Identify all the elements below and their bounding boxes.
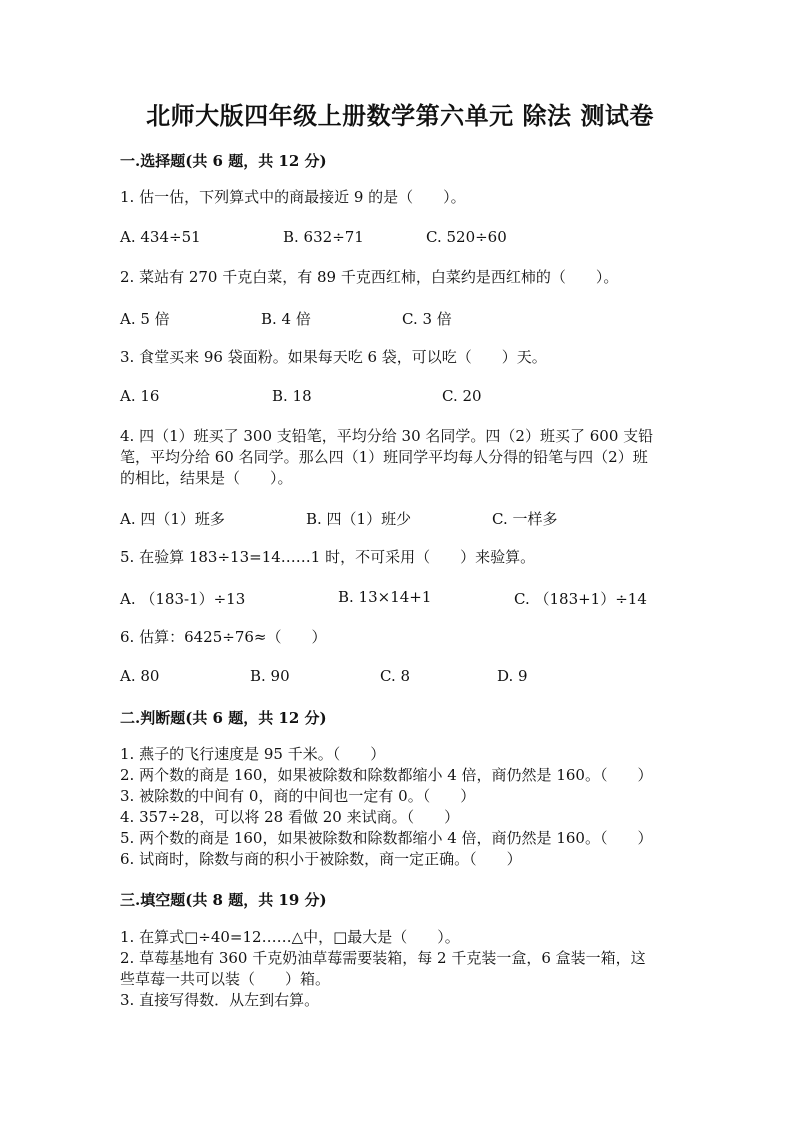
section-heading-fill-blank: 三.填空题(共 8 题，共 19 分) [120,891,327,909]
option-c: C. 8 [380,667,411,685]
question-text-line: 笔，平均分给 60 名同学。那么四（1）班同学平均每人分得的铅笔与四（2）班 [120,448,648,466]
list-item: 2. 草莓基地有 360 千克奶油草莓需要装箱，每 2 千克装一盒，6 盒装一箱，这 [120,949,646,967]
question-text: 1. 估一估，下列算式中的商最接近 9 的是（ ）。 [120,188,466,206]
section-heading-choice: 一.选择题(共 6 题，共 12 分) [120,152,327,170]
option-b: B. 90 [250,667,290,685]
list-item: 3. 直接写得数．从左到右算。 [120,991,320,1009]
option-c: C. 3 倍 [402,310,452,328]
option-a: A. 434÷51 [120,228,201,246]
list-item: 3. 被除数的中间有 0，商的中间也一定有 0。（ ） [120,787,476,805]
option-c: C. 20 [442,387,482,405]
option-a: A. （183-1）÷13 [120,590,246,608]
question-text: 3. 食堂买来 96 袋面粉。如果每天吃 6 袋，可以吃（ ）天。 [120,348,547,366]
option-a: A. 5 倍 [120,310,170,328]
option-a: A. 80 [120,667,160,685]
list-item: 1. 在算式□÷40=12……△中，□最大是（ ）。 [120,928,460,946]
list-item: 5. 两个数的商是 160，如果被除数和除数都缩小 4 倍，商仍然是 160。（ ） [120,829,653,847]
question-text: 5. 在验算 183÷13=14……1 时，不可采用（ ）来验算。 [120,548,536,566]
list-item: 2. 两个数的商是 160，如果被除数和除数都缩小 4 倍，商仍然是 160。（ ） [120,766,653,784]
question-text: 2. 菜站有 270 千克白菜，有 89 千克西红柿，白菜约是西红柿的（ ）。 [120,268,619,286]
option-b: B. 18 [272,387,312,405]
question-text-line: 的相比，结果是（ ）。 [120,469,293,487]
option-a: A. 16 [120,387,160,405]
list-item: 1. 燕子的飞行速度是 95 千米。（ ） [120,745,386,763]
list-item: 6. 试商时，除数与商的积小于被除数，商一定正确。（ ） [120,850,522,868]
option-c: C. （183+1）÷14 [514,590,647,608]
option-b: B. 4 倍 [261,310,311,328]
list-item: 4. 357÷28，可以将 28 看做 20 来试商。（ ） [120,808,460,826]
option-b: B. 632÷71 [283,228,364,246]
option-c: C. 一样多 [492,510,558,528]
option-c: C. 520÷60 [426,228,507,246]
option-b: B. 13×14+1 [338,588,432,606]
option-d: D. 9 [497,667,528,685]
question-text: 6. 估算：6425÷76≈（ ） [120,628,327,646]
question-text-line: 4. 四（1）班买了 300 支铅笔，平均分给 30 名同学。四（2）班买了 600 支铅 [120,427,654,445]
option-b: B. 四（1）班少 [306,510,412,528]
section-heading-true-false: 二.判断题(共 6 题，共 12 分) [120,709,327,727]
option-a: A. 四（1）班多 [120,510,225,528]
list-item: 些草莓一共可以装（ ）箱。 [120,970,331,988]
page-title: 北师大版四年级上册数学第六单元 除法 测试卷 [146,101,654,130]
